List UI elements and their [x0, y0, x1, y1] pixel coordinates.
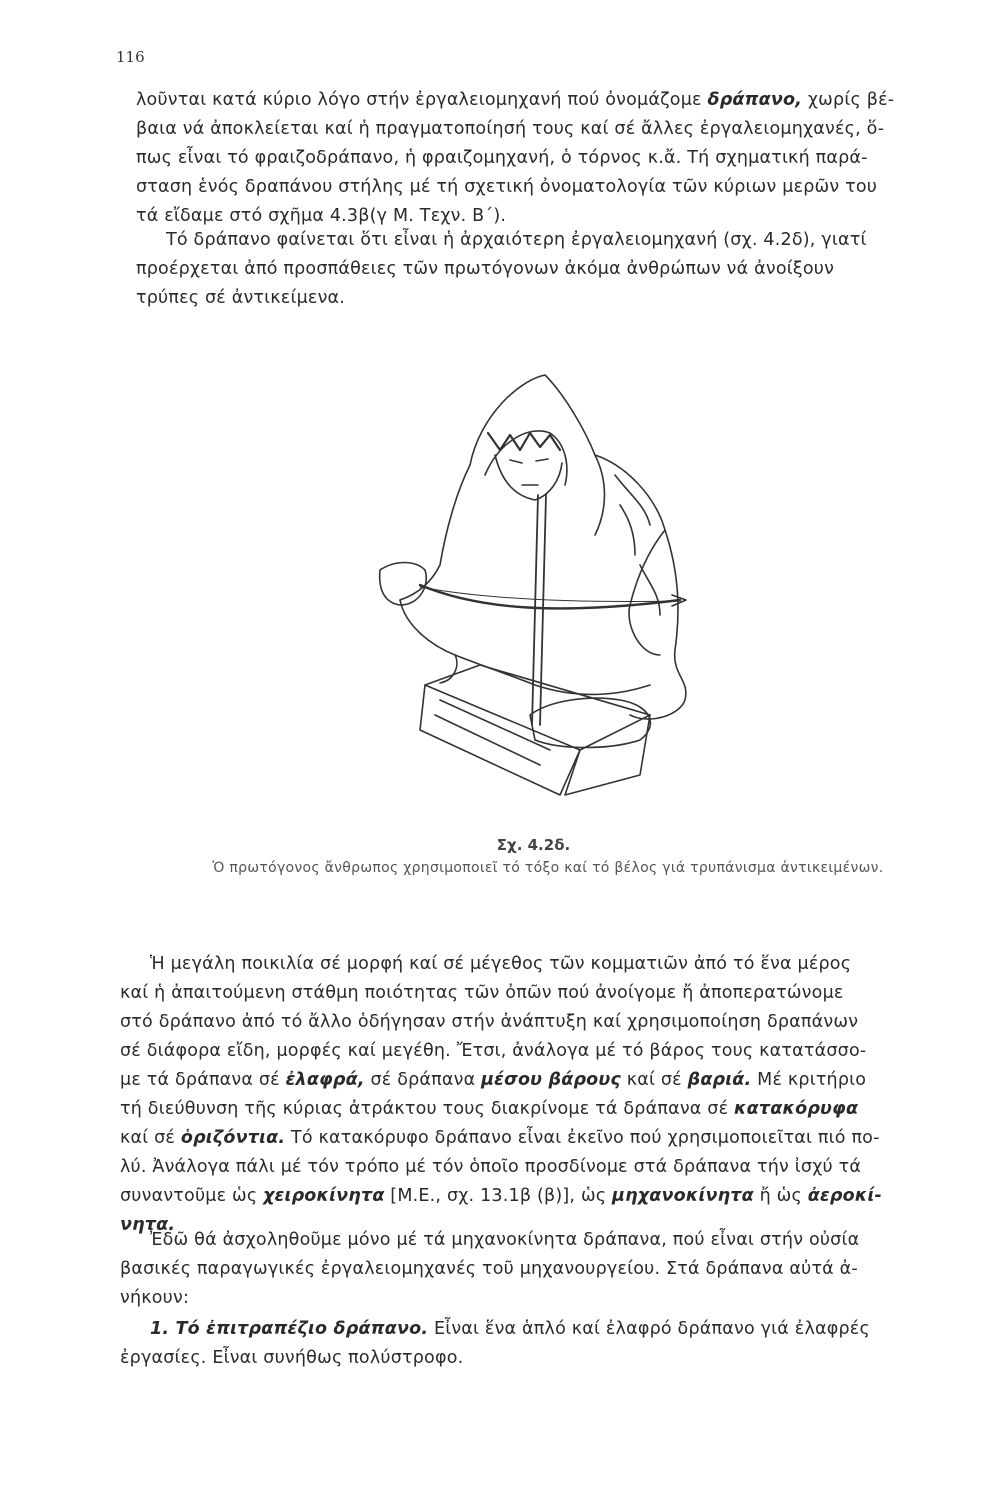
- term-katakoryfa: κατακόρυφα: [734, 1099, 859, 1119]
- text-line: [120, 1095, 960, 1124]
- text-line: Ἐδῶ θά ἀσχοληθοῦμε μόνο μέ τά μηχανοκίνητα δράπανα, πού εἶναι στήν οὐσία: [150, 1230, 860, 1250]
- eye-right: [536, 459, 548, 461]
- text-run: λοῦνται κατά κύριο λόγο στήν ἐργαλειομηχανή πού ὀνομάζομε: [136, 90, 708, 110]
- text-line: [120, 1066, 960, 1095]
- text-line: σταση ἑνός δραπάνου στήλης μέ τή σχετική ὀνοματολογία τῶν κύριων μερῶν του: [136, 177, 878, 197]
- page-number: 116: [116, 48, 145, 66]
- term-mesou-varous: μέσου βάρους: [481, 1070, 621, 1090]
- drill-shaft: [532, 495, 546, 725]
- paragraph-5: [120, 1315, 960, 1373]
- text-run: [Μ.Ε., σχ. 13.1β (β)], ὡς: [384, 1186, 613, 1206]
- parka-left: [400, 465, 470, 600]
- text-run: χωρίς βέ-: [802, 90, 895, 110]
- term-aerokinita: ἀεροκί-: [807, 1186, 882, 1206]
- text-line: [120, 1124, 960, 1153]
- term-cheirokinita: χειροκίνητα: [263, 1186, 385, 1206]
- term-drapano: δράπανο,: [707, 90, 803, 110]
- text-line: ἐργασίες. Εἶναι συνήθως πολύστροφο.: [120, 1348, 464, 1368]
- text-line: προέρχεται ἀπό προσπάθειες τῶν πρωτόγονων ἀκόμα ἀνθρώπων νά ἀνοίξουν: [136, 259, 835, 279]
- left-knee: [400, 600, 457, 683]
- text-line: [136, 86, 956, 115]
- text-line: βαια νά ἀποκλείεται καί ἡ πραγματοποίησή τους καί σέ ἄλλες ἐργαλειομηχανές, ὅ-: [136, 119, 885, 139]
- parka-body: [595, 455, 686, 719]
- bow: [420, 585, 680, 608]
- text-run: Μέ κριτήριο: [751, 1070, 867, 1090]
- term-varia: βαριά.: [687, 1070, 752, 1090]
- fur-trim: [615, 475, 660, 615]
- text-line: τρύπες σέ ἀντικείμενα.: [136, 288, 346, 308]
- term-aerokinita-end: νητα.: [120, 1215, 176, 1235]
- text-run: τή διεύθυνση τῆς κύριας ἀτράκτου τους διακρίνομε τά δράπανα σέ: [120, 1099, 735, 1119]
- paragraph-4: [120, 1226, 960, 1313]
- text-line: Τό δράπανο φαίνεται ὅτι εἶναι ἡ ἀρχαιότερη ἐργαλειομηχανή (σχ. 4.2δ), γιατί: [166, 230, 867, 250]
- wood-block-front: [565, 715, 650, 795]
- text-line: νήκουν:: [120, 1288, 190, 1308]
- text-line: [120, 1315, 960, 1344]
- term-michanokinita: μηχανοκίνητα: [612, 1186, 754, 1206]
- term-epitrapezio-drapano: 1. Τό ἐπιτραπέζιο δράπανο.: [150, 1319, 429, 1339]
- text-line: σέ διάφορα εἴδη, μορφές καί μεγέθη. Ἔτσι, ἀνάλογα μέ τό βάρος τους κατατάσσο-: [120, 1041, 867, 1061]
- text-run: Εἶναι ἕνα ἁπλό καί ἐλαφρό δράπανο γιά ἐλαφρές: [428, 1319, 870, 1339]
- text-run: με τά δράπανα σέ: [120, 1070, 286, 1090]
- text-line: καί ἡ ἀπαιτούμενη στάθμη ποιότητας τῶν ὀπῶν πού ἀνοίγομε ἤ ἀποπερατώνομε: [120, 983, 844, 1003]
- paragraph-2: [136, 226, 956, 313]
- text-line: Ἡ μεγάλη ποικιλία σέ μορφή καί σέ μέγεθος τῶν κομματιῶν ἀπό τό ἕνα μέρος: [150, 954, 852, 974]
- eye-left: [510, 460, 522, 463]
- face: [495, 455, 562, 500]
- term-orizontia: ὁριζόντια.: [180, 1128, 286, 1148]
- text-run: σέ δράπανα: [364, 1070, 482, 1090]
- wood-block-top: [425, 665, 650, 750]
- foot: [530, 698, 650, 747]
- text-run: Τό κατακόρυφο δράπανο εἶναι ἐκεῖνο πού χρησιμοποιεῖται πιό πο-: [285, 1128, 880, 1148]
- text-line: πως εἶναι τό φραιζοδράπανο, ἡ φραιζομηχανή, ὁ τόρνος κ.ἄ. Τή σχηματική παρά-: [136, 148, 868, 168]
- text-run: συναντοῦμε ὡς: [120, 1186, 264, 1206]
- text-run: καί σέ: [620, 1070, 688, 1090]
- text-line: [120, 1182, 960, 1211]
- paragraph-1: [136, 86, 956, 231]
- text-line: λύ. Ἀνάλογα πάλι μέ τόν τρόπο μέ τόν ὁποῖο προσδίνομε στά δράπανα τήν ἰσχύ τά: [120, 1157, 862, 1177]
- text-run: καί σέ: [120, 1128, 181, 1148]
- text-line: στό δράπανο ἀπό τό ἄλλο ὁδήγησαν στήν ἀνάπτυξη καί χρησιμοποίηση δραπάνων: [120, 1012, 859, 1032]
- figure-bow-drill-illustration: [360, 355, 700, 815]
- figure-caption: Ὁ πρωτόγονος ἄνθρωπος χρησιμοποιεῖ τό τόξο καί τό βέλος γιά τρυπάνισμα ἀντικειμένων.: [212, 860, 884, 876]
- term-elafra: ἐλαφρά,: [285, 1070, 365, 1090]
- text-run: ἤ ὡς: [753, 1186, 808, 1206]
- bow-drill-drawing: [360, 355, 700, 815]
- bow-string: [420, 587, 680, 602]
- leg: [455, 655, 650, 694]
- text-line: τά εἴδαμε στό σχῆμα 4.3β(γ Μ. Τεχν. Β΄).: [136, 206, 507, 226]
- figure-label: Σχ. 4.2δ.: [496, 836, 571, 854]
- hair: [488, 433, 560, 450]
- paragraph-3: [120, 950, 960, 1240]
- text-line: βασικές παραγωγικές ἐργαλειομηχανές τοῦ μηχανουργείου. Στά δράπανα αὐτά ἀ-: [120, 1259, 858, 1279]
